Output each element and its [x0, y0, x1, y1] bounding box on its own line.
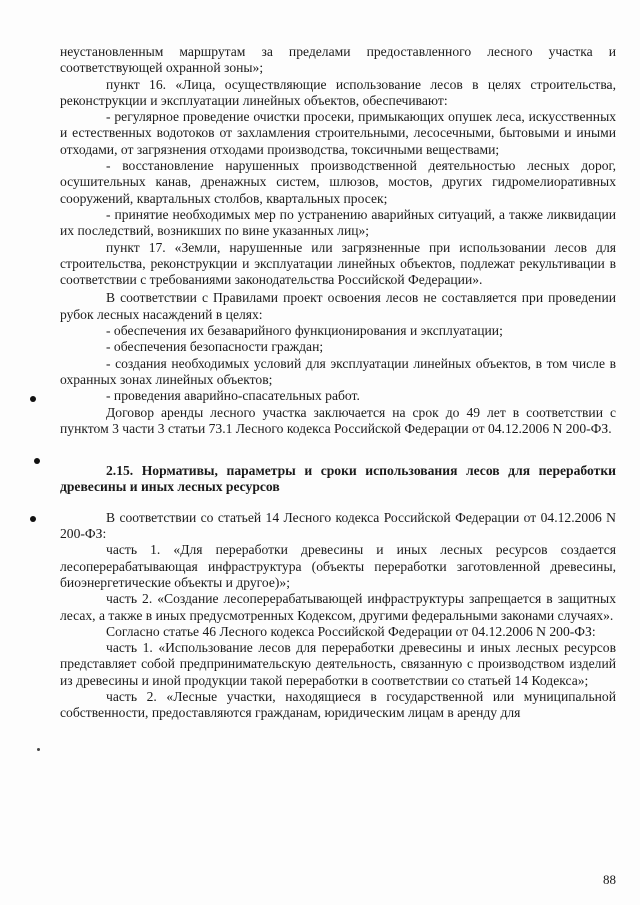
paragraph: неустановленным маршрутам за пределами предоставленного лесного участка и соответствующей охранной зоны»;: [60, 44, 616, 76]
list-item: - принятие необходимых мер по устранению аварийных ситуаций, а также ликвидации их последствий, возникших по вине указанных лиц»;: [60, 206, 616, 239]
paragraph: пункт 16. «Лица, осуществляющие использование лесов в целях строительства, реконструкции и эксплуатации линейных объектов, обеспечивают:: [60, 76, 616, 108]
paragraph: Договор аренды лесного участка заключается на срок до 49 лет в соответствии с пунктом 3 части 3 статьи 73.1 Лесного кодекса Российской Федерации от 04.12.2006 N 200-ФЗ.: [60, 404, 616, 436]
page-number: 88: [603, 872, 616, 887]
punch-hole-mark: [30, 516, 36, 522]
paragraph: В соответствии с Правилами проект освоения лесов не составляется при проведении рубок лесных насаждений в целях:: [60, 290, 616, 322]
scan-speck: [37, 748, 40, 751]
section-heading: 2.15. Нормативы, параметры и сроки использования лесов для переработки древесины и иных лесных ресурсов: [60, 463, 616, 495]
punch-hole-mark: [34, 458, 40, 464]
punch-hole-mark: [30, 396, 36, 402]
paragraph: В соответствии со статьей 14 Лесного кодекса Российской Федерации от 04.12.2006 N 200-ФЗ:: [60, 509, 616, 542]
list-item: - проведения аварийно-спасательных работ.: [106, 388, 360, 404]
paragraph: часть 2. «Лесные участки, находящиеся в государственной или муниципальной собственности, предоставляются гражданам, юридическим лицам в аренду для: [60, 688, 616, 721]
list-item: - обеспечения их безаварийного функционирования и эксплуатации;: [106, 323, 503, 339]
list-item: - обеспечения безопасности граждан;: [106, 339, 324, 355]
paragraph: часть 1. «Использование лесов для переработки древесины и иных лесных ресурсов представляет собой предпринимательскую деятельность, связанную с производством изделий из древесины и иной продукции такой переработки в соответствии со статьей 14 Кодекса»;: [60, 640, 616, 688]
paragraph: пункт 17. «Земли, нарушенные или загрязненные при использовании лесов для строительства, реконструкции и эксплуатации линейных объектов, подлежат рекультивации в соответствии с требованиями законодательства Российской Федерации».: [60, 239, 616, 288]
paragraph: Согласно статье 46 Лесного кодекса Российской Федерации от 04.12.2006 N 200-ФЗ:: [106, 623, 596, 639]
paragraph: часть 1. «Для переработки древесины и иных лесных ресурсов создается лесоперерабатывающая инфраструктура (объекты переработки заготовленной древесины, биоэнергетические объекты и другое)»;: [60, 542, 616, 590]
list-item: - регулярное проведение очистки просеки, примыкающих опушек леса, искусственных и естественных водотоков от захламления строительными, лесосечными, бытовыми и иными отходами, от загрязнения отходами производства, токсичными веществами;: [60, 109, 616, 157]
document-body: [60, 44, 616, 722]
list-item: - восстановление нарушенных производственной деятельностью лесных дорог, осушительных канав, дренажных систем, шлюзов, мостов, других гидромелиоративных сооружений, квартальных столбов, квартальных просек;: [60, 158, 616, 206]
list-item: - создания необходимых условий для эксплуатации линейных объектов, в том числе в охранных зонах линейных объектов;: [60, 355, 616, 387]
paragraph: часть 2. «Создание лесоперерабатывающей инфраструктуры запрещается в защитных лесах, а также в иных предусмотренных Кодексом, другими федеральными законами случаях».: [60, 591, 616, 623]
